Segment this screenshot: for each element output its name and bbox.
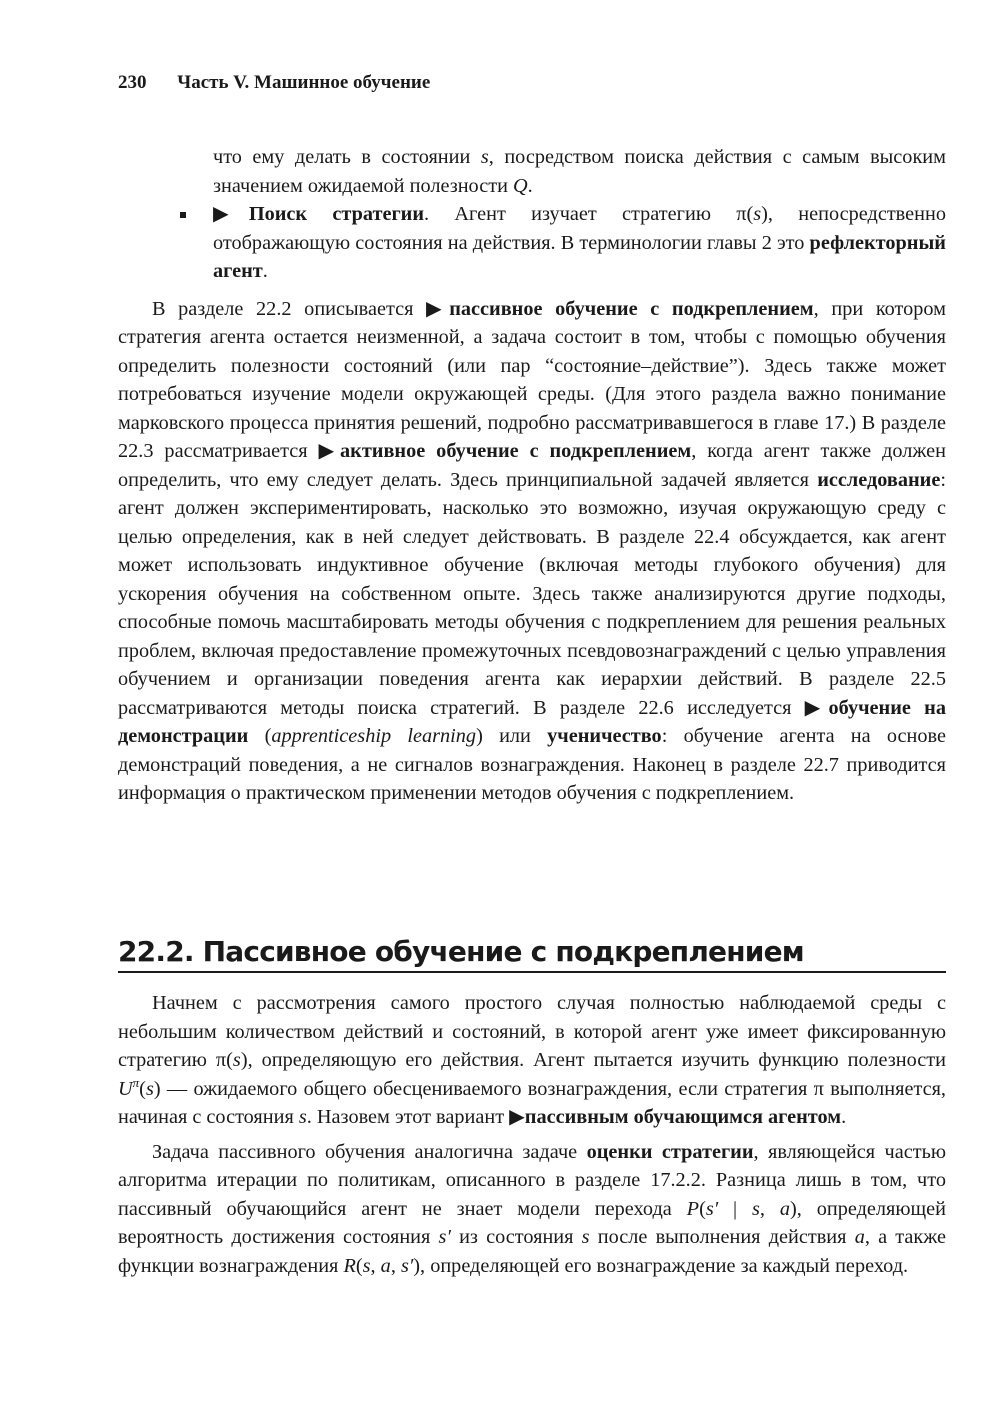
italic-text: s′	[400, 1254, 414, 1277]
italic-text: s	[753, 203, 762, 225]
italic-text: R	[343, 1254, 356, 1277]
text-run: ), определяющую его действия. Агент пытается изучить функцию полезности	[240, 1049, 947, 1071]
section-heading: 22.2. Пассивное обучение с подкреплением	[118, 933, 946, 973]
text-run: Задача пассивного обучения аналогична задаче	[152, 1140, 587, 1163]
italic-text: s′	[705, 1197, 719, 1220]
bold-term: исследование	[817, 468, 941, 491]
text-run: .	[841, 1106, 847, 1128]
text-run: ), определяющей вероятность достижения состояния	[118, 1197, 947, 1248]
bold-term: рефлекторный агент	[213, 231, 946, 282]
text-run: В разделе 22.2 описывается	[152, 297, 427, 320]
italic-text: s	[752, 1197, 760, 1220]
superscript: π	[132, 1074, 140, 1090]
paragraph	[118, 143, 946, 200]
running-title: Часть V. Машинное обучение	[177, 72, 431, 93]
bold-term: ▶активное обучение с подкреплением	[318, 440, 692, 462]
bullet-icon	[180, 212, 186, 218]
italic-text: s′	[438, 1226, 451, 1248]
italic-text: s	[362, 1254, 371, 1277]
text-run: ) — ожидаемого общего обесцениваемого вознаграждения, если стратегия π выполняется, начиная с состояния	[118, 1077, 946, 1128]
text-run: ), определяющей его вознаграждение за каждый переход.	[413, 1254, 909, 1277]
text-run: ) или	[476, 725, 548, 747]
text-run: |	[718, 1197, 753, 1220]
text-run: .	[262, 260, 268, 282]
top-text-block	[118, 143, 946, 808]
bottom-text-block	[118, 989, 946, 1280]
text-run: Начнем с рассмотрения самого простого случая полностью наблюдаемой среды с небольшим количеством действий и состояний, в которой агент уже имеет фиксированную стратегию π(	[118, 992, 946, 1071]
text-run: после выполнения действия	[589, 1226, 855, 1248]
italic-text: apprenticeship learning	[271, 725, 477, 747]
bold-term: ученичество	[547, 725, 662, 747]
paragraph	[118, 295, 946, 808]
text-run: , а также функции вознаграждения	[118, 1226, 946, 1277]
italic-text: s	[581, 1226, 590, 1248]
text-run: (	[355, 1254, 363, 1277]
running-header	[118, 72, 430, 94]
text-run: , посредством поиска действия с самым высоким значением ожидаемой полезности	[213, 146, 946, 197]
italic-text: a	[854, 1226, 865, 1248]
italic-text: a	[779, 1197, 791, 1220]
bold-term: ▶пассивное обучение с подкреплением	[426, 297, 814, 320]
text-run: , когда агент также должен определить, что ему следует делать. Здесь принципиальной задачей является	[118, 440, 946, 491]
text-run: ,	[370, 1254, 381, 1277]
text-run: что ему делать в состоянии	[213, 146, 481, 168]
text-run: ,	[390, 1254, 401, 1277]
text-run: (	[248, 725, 272, 747]
text-run: : агент должен экспериментировать, насколько это возможно, изучая окружающую среду с целью определения, как в ней следует действовать. В разделе 22.4 обсуждается, как агент может использовать индуктивное обучение (включая методы глубокого обучения) для ускорения обучения на собственном опыте. Здесь также анализируются другие подходы, способные помочь масштабировать методы обучения с подкреплением для решения реальных проблем, включая предоставление промежуточных псевдовознаграждений с целью управления обучением и организации поведения агента как иерархии действий. В разделе 22.5 рассматриваются методы поиска стратегий. В разделе 22.6 исследуется	[118, 468, 946, 719]
italic-text: P	[686, 1197, 700, 1220]
text-run: , являющейся частью алгоритма итерации по политикам, описанного в разделе 17.2.2. Разница лишь в том, что пассивный обучающийся агент не знает модели перехода	[118, 1140, 946, 1220]
text-run: . Агент изучает стратегию π(	[424, 203, 754, 225]
italic-text: s	[480, 146, 489, 168]
italic-text: U	[118, 1077, 133, 1100]
bold-term: ▶обучение на демонстрации	[118, 696, 946, 747]
text-run: ), непосредственно отображающую состояния на действия. В терминологии главы 2 это	[213, 203, 946, 254]
page-number: 230	[118, 72, 147, 93]
text-run: . Назовем этот вариант	[306, 1106, 510, 1128]
italic-text: a	[380, 1254, 391, 1277]
italic-text: s	[232, 1049, 241, 1071]
text-run: .	[527, 174, 533, 197]
paragraph	[118, 989, 946, 1132]
text-run: (	[699, 1197, 706, 1220]
bold-term: ▶пассивным обучающимся агентом	[509, 1106, 842, 1128]
text-run: ,	[759, 1197, 780, 1220]
italic-text: s	[298, 1106, 307, 1128]
paragraph	[118, 1138, 946, 1281]
bold-term: оценки стратегии	[586, 1140, 754, 1163]
italic-text: s	[145, 1077, 154, 1100]
text-run: , при котором стратегия агента остается неизменной, а задача состоит в том, чтобы с помощью обучения определить полезности состояний (или пар “состояние–действие”). Здесь также может потребоваться изучение модели окружающей среды. (Для этого раздела важно понимание марковского процесса принятия решений, подробно рассматривавшегося в главе 17.) В разделе 22.3 рассматривается	[118, 297, 946, 462]
text-run: из состояния	[450, 1226, 582, 1248]
text-run: : обучение агента на основе демонстраций поведения, а не сигналов вознаграждения. Наконец в разделе 22.7 приводится информация о практическом применении методов обучения с подкреплением.	[118, 725, 946, 804]
text-run: (	[139, 1077, 146, 1100]
italic-text: Q	[513, 174, 528, 197]
bullet-item	[118, 200, 946, 286]
bold-term: ▶Поиск стратегии	[213, 203, 425, 225]
